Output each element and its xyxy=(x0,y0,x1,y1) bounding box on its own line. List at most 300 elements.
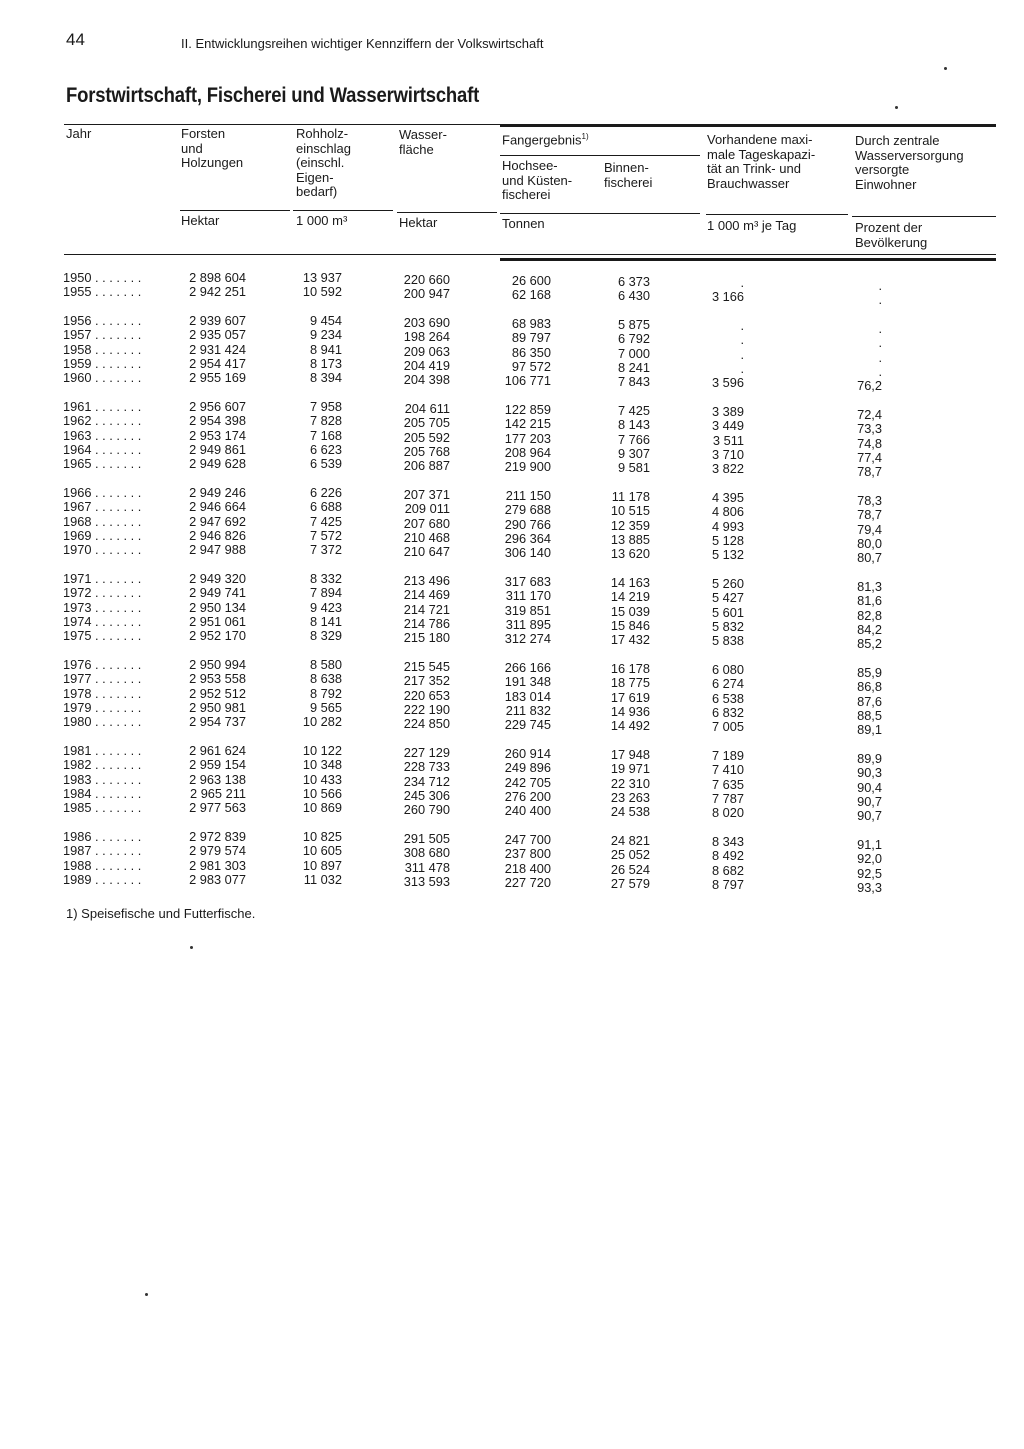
cell-wasserflaeche: 228 733 xyxy=(403,759,450,775)
cell-year: 1950 . . . . . . . xyxy=(63,270,142,285)
cell-binnen: 25 052 xyxy=(610,847,650,863)
cell-kapazitaet: 6 832 xyxy=(711,705,744,720)
scan-speck xyxy=(944,67,947,70)
cell-versorgung: . xyxy=(878,320,882,336)
cell-binnen: 24 538 xyxy=(610,804,650,820)
unit-rohholz: 1 000 m³ xyxy=(296,213,348,228)
cell-versorgung: 78,7 xyxy=(857,507,882,523)
cell-year: 1978 . . . . . . . xyxy=(63,685,142,701)
footnote: 1) Speisefische und Futterfische. xyxy=(66,906,256,921)
cell-versorgung: 89,1 xyxy=(857,722,882,738)
cell-forsten: 2 950 981 xyxy=(189,700,246,715)
cell-versorgung: 86,8 xyxy=(857,679,882,695)
cell-hochsee: 237 800 xyxy=(504,846,551,862)
page-title: Forstwirtschaft, Fischerei und Wasserwirtschaft xyxy=(66,84,480,107)
cell-binnen: 13 620 xyxy=(610,546,650,562)
cell-kapazitaet: 8 020 xyxy=(711,805,744,821)
cell-forsten: 2 956 607 xyxy=(189,398,246,414)
cell-wasserflaeche: 209 011 xyxy=(404,501,450,517)
cell-hochsee: 86 350 xyxy=(511,344,551,360)
cell-wasserflaeche: 205 592 xyxy=(403,429,450,445)
cell-versorgung: 90,7 xyxy=(857,808,882,824)
cell-rohholz: 6 623 xyxy=(309,442,342,457)
cell-binnen: 14 492 xyxy=(610,718,650,734)
cell-hochsee: 317 683 xyxy=(504,573,551,589)
cell-wasserflaeche: 203 690 xyxy=(403,314,450,330)
cell-hochsee: 211 150 xyxy=(505,487,551,503)
cell-hochsee: 227 720 xyxy=(504,875,551,890)
cell-binnen: 24 821 xyxy=(610,832,650,848)
cell-rohholz: 10 825 xyxy=(302,828,342,844)
cell-versorgung: 91,1 xyxy=(857,836,882,852)
cell-wasserflaeche: 234 712 xyxy=(403,773,450,789)
cell-rohholz: 6 226 xyxy=(309,484,342,500)
cell-forsten: 2 977 563 xyxy=(189,800,246,816)
cell-wasserflaeche: 311 478 xyxy=(404,859,450,875)
cell-versorgung: 84,2 xyxy=(857,622,882,637)
cell-versorgung: 77,4 xyxy=(857,450,882,465)
cell-rohholz: 7 828 xyxy=(309,413,342,429)
cell-kapazitaet: 3 822 xyxy=(711,461,744,477)
unit-kapazitaet: 1 000 m³ je Tag xyxy=(707,218,797,233)
cell-forsten: 2 953 174 xyxy=(189,427,246,443)
cell-hochsee: 208 964 xyxy=(504,445,551,460)
cell-rohholz: 8 792 xyxy=(309,685,342,701)
cell-hochsee: 68 983 xyxy=(511,315,551,331)
cell-rohholz: 8 141 xyxy=(309,614,342,629)
cell-year: 1962 . . . . . . . xyxy=(63,413,142,429)
header-rohholz: Rohholz- einschlag (einschl. Eigen- bedarf) xyxy=(296,126,351,199)
cell-rohholz: 10 282 xyxy=(302,714,342,730)
cell-rohholz: 8 941 xyxy=(309,341,342,357)
cell-versorgung: 90,4 xyxy=(857,779,882,795)
cell-hochsee: 211 832 xyxy=(505,703,551,718)
footnote-ref: 1) xyxy=(581,132,589,141)
cell-hochsee: 260 914 xyxy=(504,745,551,761)
cell-versorgung: 81,3 xyxy=(857,578,882,594)
cell-hochsee: 276 200 xyxy=(504,789,551,804)
cell-hochsee: 177 203 xyxy=(504,430,551,446)
cell-kapazitaet: 8 343 xyxy=(711,833,744,849)
cell-binnen: 23 263 xyxy=(610,790,650,805)
cell-hochsee: 306 140 xyxy=(504,545,551,561)
cell-versorgung: 78,7 xyxy=(857,464,882,480)
cell-versorgung: 90,7 xyxy=(857,794,882,809)
cell-versorgung: 80,7 xyxy=(857,550,882,566)
cell-rohholz: 7 425 xyxy=(309,513,342,529)
cell-year: 1975 . . . . . . . xyxy=(63,628,142,644)
cell-hochsee: 311 170 xyxy=(505,588,551,604)
header-wasserflaeche: Wasser- fläche xyxy=(399,127,447,157)
cell-forsten: 2 959 154 xyxy=(189,757,246,773)
cell-kapazitaet: 7 410 xyxy=(711,762,744,778)
cell-versorgung: 89,9 xyxy=(857,750,882,766)
cell-kapazitaet: 4 806 xyxy=(711,504,744,520)
cell-binnen: 6 792 xyxy=(617,331,650,347)
cell-forsten: 2 949 861 xyxy=(189,442,246,457)
header-kapazitaet: Vorhandene maxi- male Tageskapazi- tät an Trink- und Brauchwasser xyxy=(707,132,816,191)
cell-binnen: 12 359 xyxy=(610,517,650,533)
cell-hochsee: 279 688 xyxy=(504,502,551,518)
cell-wasserflaeche: 227 129 xyxy=(403,744,450,760)
cell-year: 1968 . . . . . . . xyxy=(63,513,142,529)
cell-wasserflaeche: 291 505 xyxy=(403,830,450,846)
cell-hochsee: 296 364 xyxy=(504,531,551,546)
header-hochsee: Hochsee- und Küsten- fischerei xyxy=(502,158,573,202)
cell-wasserflaeche: 217 352 xyxy=(403,673,450,689)
cell-hochsee: 219 900 xyxy=(504,459,551,475)
cell-forsten: 2 950 134 xyxy=(189,599,246,615)
cell-wasserflaeche: 204 611 xyxy=(404,400,450,416)
cell-hochsee: 319 851 xyxy=(504,602,551,618)
cell-year: 1965 . . . . . . . xyxy=(63,456,142,472)
cell-forsten: 2 981 303 xyxy=(189,857,246,873)
cell-forsten: 2 947 692 xyxy=(189,513,246,529)
cell-kapazitaet: 8 682 xyxy=(711,862,744,878)
cell-hochsee: 242 705 xyxy=(504,774,551,790)
cell-year: 1969 . . . . . . . xyxy=(63,528,142,543)
header-forsten: Forsten und Holzungen xyxy=(181,126,244,170)
cell-binnen: 26 524 xyxy=(610,861,650,877)
cell-wasserflaeche: 207 680 xyxy=(403,515,450,531)
cell-kapazitaet: 7 635 xyxy=(711,776,744,792)
cell-year: 1984 . . . . . . . xyxy=(63,786,142,801)
cell-rohholz: 13 937 xyxy=(302,270,342,285)
cell-wasserflaeche: 204 398 xyxy=(403,372,450,388)
cell-year: 1970 . . . . . . . xyxy=(63,542,142,558)
cell-wasserflaeche: 210 468 xyxy=(403,530,450,545)
cell-hochsee: 229 745 xyxy=(504,717,551,733)
cell-binnen: 7 843 xyxy=(617,374,650,390)
cell-kapazitaet: 8 492 xyxy=(711,848,744,864)
cell-rohholz: 11 032 xyxy=(303,872,342,887)
cell-kapazitaet: 6 274 xyxy=(711,676,744,692)
cell-hochsee: 26 600 xyxy=(511,273,551,288)
cell-year: 1958 . . . . . . . xyxy=(63,341,142,357)
cell-wasserflaeche: 214 469 xyxy=(403,587,450,603)
cell-kapazitaet: 4 395 xyxy=(711,489,744,505)
cell-hochsee: 62 168 xyxy=(511,287,551,303)
cell-forsten: 2 939 607 xyxy=(189,312,246,328)
cell-wasserflaeche: 220 660 xyxy=(403,272,450,287)
cell-year: 1959 . . . . . . . xyxy=(63,356,142,371)
cell-forsten: 2 955 169 xyxy=(189,370,246,386)
cell-year: 1960 . . . . . . . xyxy=(63,370,142,386)
running-head: II. Entwicklungsreihen wichtiger Kennziffern der Volkswirtschaft xyxy=(181,36,544,51)
cell-binnen: 8 241 xyxy=(617,360,650,375)
cell-forsten: 2 931 424 xyxy=(189,341,246,357)
cell-wasserflaeche: 209 063 xyxy=(403,343,450,359)
header-binnen: Binnen- fischerei xyxy=(604,160,653,190)
cell-forsten: 2 954 398 xyxy=(189,413,246,429)
cell-forsten: 2 946 664 xyxy=(189,499,246,515)
cell-forsten: 2 979 574 xyxy=(189,843,246,859)
cell-year: 1976 . . . . . . . xyxy=(63,656,142,672)
cell-kapazitaet: 5 427 xyxy=(711,590,744,606)
cell-binnen: 7 000 xyxy=(617,345,650,361)
cell-year: 1961 . . . . . . . xyxy=(63,398,142,414)
cell-wasserflaeche: 200 947 xyxy=(403,286,450,302)
cell-versorgung: . xyxy=(878,349,882,365)
cell-year: 1989 . . . . . . . xyxy=(63,872,142,887)
cell-rohholz: 10 869 xyxy=(302,800,342,816)
cell-wasserflaeche: 224 850 xyxy=(403,716,450,732)
cell-versorgung: 74,8 xyxy=(857,435,882,451)
cell-kapazitaet: 6 080 xyxy=(711,661,744,677)
cell-rohholz: 10 605 xyxy=(302,843,342,859)
cell-rohholz: 10 592 xyxy=(302,284,342,300)
cell-kapazitaet: 5 601 xyxy=(711,604,744,620)
cell-hochsee: 89 797 xyxy=(511,330,551,346)
cell-forsten: 2 946 826 xyxy=(189,528,246,543)
cell-kapazitaet: 5 128 xyxy=(711,533,744,548)
cell-forsten: 2 949 741 xyxy=(189,585,246,601)
cell-year: 1964 . . . . . . . xyxy=(63,442,142,457)
cell-forsten: 2 952 512 xyxy=(189,685,246,701)
unit-wasserflaeche: Hektar xyxy=(399,215,438,230)
cell-rohholz: 9 565 xyxy=(309,700,342,715)
cell-versorgung: . xyxy=(878,278,882,293)
cell-wasserflaeche: 207 371 xyxy=(403,486,450,502)
cell-binnen: 11 178 xyxy=(611,488,650,504)
cell-rohholz: 7 572 xyxy=(309,528,342,543)
cell-kapazitaet: . xyxy=(740,275,744,290)
cell-versorgung: 92,5 xyxy=(857,865,882,881)
cell-hochsee: 97 572 xyxy=(511,359,551,374)
cell-versorgung: . xyxy=(878,292,882,308)
cell-binnen: 7 425 xyxy=(617,402,650,418)
cell-year: 1986 . . . . . . . xyxy=(63,828,142,844)
cell-wasserflaeche: 210 647 xyxy=(403,544,450,560)
cell-binnen: 17 948 xyxy=(610,746,650,762)
cell-kapazitaet: 7 787 xyxy=(711,791,744,806)
unit-fang: Tonnen xyxy=(502,216,545,231)
cell-versorgung: 85,2 xyxy=(857,636,882,652)
cell-forsten: 2 898 604 xyxy=(189,270,246,285)
cell-hochsee: 218 400 xyxy=(504,860,551,876)
cell-wasserflaeche: 215 545 xyxy=(403,658,450,674)
cell-year: 1957 . . . . . . . xyxy=(63,327,142,343)
cell-binnen: 14 936 xyxy=(610,704,650,719)
cell-binnen: 9 581 xyxy=(617,460,650,476)
cell-rohholz: 6 539 xyxy=(309,456,342,472)
cell-year: 1972 . . . . . . . xyxy=(63,585,142,601)
cell-wasserflaeche: 205 705 xyxy=(403,415,450,431)
cell-year: 1988 . . . . . . . xyxy=(63,857,142,873)
cell-wasserflaeche: 198 264 xyxy=(403,329,450,345)
cell-rohholz: 7 372 xyxy=(309,542,342,558)
cell-year: 1987 . . . . . . . xyxy=(63,843,142,859)
cell-year: 1973 . . . . . . . xyxy=(63,599,142,615)
cell-wasserflaeche: 215 180 xyxy=(403,630,450,646)
cell-rohholz: 9 454 xyxy=(309,312,342,328)
cell-forsten: 2 950 994 xyxy=(189,656,246,672)
cell-versorgung: 80,0 xyxy=(857,536,882,551)
scan-speck xyxy=(190,946,193,949)
cell-rohholz: 10 566 xyxy=(302,786,342,801)
cell-hochsee: 142 215 xyxy=(504,416,551,432)
cell-year: 1979 . . . . . . . xyxy=(63,700,142,715)
cell-binnen: 5 875 xyxy=(617,316,650,332)
cell-forsten: 2 949 628 xyxy=(189,456,246,472)
cell-kapazitaet: . xyxy=(740,361,744,376)
cell-year: 1967 . . . . . . . xyxy=(63,499,142,515)
cell-year: 1974 . . . . . . . xyxy=(63,614,142,629)
cell-binnen: 17 619 xyxy=(610,689,650,705)
cell-year: 1985 . . . . . . . xyxy=(63,800,142,816)
scan-speck xyxy=(145,1293,148,1296)
cell-versorgung: 81,6 xyxy=(857,593,882,609)
cell-forsten: 2 935 057 xyxy=(189,327,246,343)
cell-hochsee: 106 771 xyxy=(504,373,551,389)
cell-kapazitaet: . xyxy=(740,332,744,348)
cell-versorgung: 73,3 xyxy=(857,421,882,437)
cell-rohholz: 7 168 xyxy=(309,427,342,443)
cell-forsten: 2 953 558 xyxy=(189,671,246,687)
cell-forsten: 2 949 246 xyxy=(189,484,246,500)
cell-binnen: 22 310 xyxy=(610,775,650,791)
cell-forsten: 2 949 320 xyxy=(189,570,246,586)
cell-wasserflaeche: 245 306 xyxy=(403,788,450,803)
cell-rohholz: 8 173 xyxy=(309,356,342,371)
cell-rohholz: 10 433 xyxy=(302,771,342,787)
cell-versorgung: 87,6 xyxy=(857,693,882,709)
cell-wasserflaeche: 313 593 xyxy=(403,874,450,889)
cell-hochsee: 240 400 xyxy=(504,803,551,819)
cell-hochsee: 266 166 xyxy=(504,659,551,675)
cell-binnen: 13 885 xyxy=(610,532,650,547)
cell-kapazitaet: 7 189 xyxy=(711,747,744,763)
cell-wasserflaeche: 220 653 xyxy=(403,687,450,703)
cell-kapazitaet: 3 596 xyxy=(711,375,744,391)
cell-versorgung: . xyxy=(878,335,882,351)
cell-hochsee: 312 274 xyxy=(504,631,551,647)
cell-year: 1955 . . . . . . . xyxy=(63,284,142,300)
cell-wasserflaeche: 204 419 xyxy=(403,358,450,373)
cell-rohholz: 9 423 xyxy=(309,599,342,615)
cell-year: 1956 . . . . . . . xyxy=(63,312,142,328)
cell-versorgung: . xyxy=(878,364,882,379)
cell-kapazitaet: . xyxy=(740,317,744,333)
cell-versorgung: 72,4 xyxy=(857,406,882,422)
unit-forsten: Hektar xyxy=(181,213,220,228)
cell-versorgung: 78,3 xyxy=(857,492,882,508)
cell-forsten: 2 972 839 xyxy=(189,828,246,844)
unit-versorgung: Prozent der Bevölkerung xyxy=(855,220,928,250)
cell-kapazitaet: 7 005 xyxy=(711,719,744,735)
cell-binnen: 9 307 xyxy=(617,446,650,461)
cell-rohholz: 8 580 xyxy=(309,656,342,672)
cell-forsten: 2 963 138 xyxy=(189,771,246,787)
cell-versorgung: 76,2 xyxy=(857,378,882,394)
cell-binnen: 19 971 xyxy=(610,761,650,777)
cell-kapazitaet: 5 838 xyxy=(711,633,744,649)
cell-versorgung: 82,8 xyxy=(857,607,882,623)
cell-kapazitaet: 5 260 xyxy=(711,575,744,591)
cell-kapazitaet: 3 511 xyxy=(712,432,744,448)
cell-hochsee: 311 895 xyxy=(505,617,551,632)
cell-versorgung: 93,3 xyxy=(857,880,882,895)
cell-versorgung: 85,9 xyxy=(857,664,882,680)
cell-versorgung: 92,0 xyxy=(857,851,882,867)
cell-kapazitaet: 4 993 xyxy=(711,518,744,534)
cell-forsten: 2 952 170 xyxy=(189,628,246,644)
cell-year: 1977 . . . . . . . xyxy=(63,671,142,687)
cell-hochsee: 122 859 xyxy=(504,401,551,417)
cell-versorgung: 88,5 xyxy=(857,708,882,723)
cell-rohholz: 10 348 xyxy=(302,757,342,773)
cell-kapazitaet: 3 166 xyxy=(711,289,744,305)
cell-year: 1980 . . . . . . . xyxy=(63,714,142,730)
cell-year: 1966 . . . . . . . xyxy=(63,484,142,500)
cell-rohholz: 9 234 xyxy=(309,327,342,343)
cell-rohholz: 7 894 xyxy=(309,585,342,601)
cell-rohholz: 8 329 xyxy=(309,628,342,644)
header-jahr: Jahr xyxy=(66,126,92,141)
cell-rohholz: 10 897 xyxy=(302,857,342,873)
cell-year: 1982 . . . . . . . xyxy=(63,757,142,773)
cell-binnen: 8 143 xyxy=(617,417,650,433)
cell-binnen: 16 178 xyxy=(610,660,650,676)
cell-year: 1983 . . . . . . . xyxy=(63,771,142,787)
cell-binnen: 15 846 xyxy=(610,618,650,633)
cell-binnen: 14 163 xyxy=(610,574,650,590)
cell-binnen: 6 430 xyxy=(617,288,650,304)
cell-forsten: 2 954 417 xyxy=(189,356,246,371)
header-fangergebnis: Fangergebnis$^{1)}$ xyxy=(502,132,589,148)
cell-forsten: 2 954 737 xyxy=(189,714,246,730)
cell-hochsee: 191 348 xyxy=(504,674,551,690)
cell-kapazitaet: 8 797 xyxy=(711,877,744,892)
cell-binnen: 15 039 xyxy=(610,603,650,619)
cell-forsten: 2 947 988 xyxy=(189,542,246,558)
cell-kapazitaet: 3 710 xyxy=(711,447,744,462)
cell-binnen: 18 775 xyxy=(610,675,650,691)
cell-forsten: 2 942 251 xyxy=(189,284,246,300)
cell-rohholz: 8 638 xyxy=(309,671,342,687)
cell-hochsee: 247 700 xyxy=(504,831,551,847)
cell-wasserflaeche: 214 786 xyxy=(403,616,450,631)
cell-versorgung: 90,3 xyxy=(857,765,882,781)
cell-versorgung: 79,4 xyxy=(857,521,882,537)
cell-forsten: 2 961 624 xyxy=(189,742,246,758)
cell-binnen: 7 766 xyxy=(617,431,650,447)
cell-binnen: 10 515 xyxy=(610,503,650,519)
cell-wasserflaeche: 214 721 xyxy=(403,601,450,617)
cell-hochsee: 183 014 xyxy=(504,688,551,704)
cell-wasserflaeche: 205 768 xyxy=(403,444,450,459)
cell-year: 1963 . . . . . . . xyxy=(63,427,142,443)
cell-kapazitaet: 3 389 xyxy=(711,403,744,419)
cell-binnen: 14 219 xyxy=(610,589,650,605)
cell-kapazitaet: 6 538 xyxy=(711,690,744,706)
cell-hochsee: 290 766 xyxy=(504,516,551,532)
cell-rohholz: 10 122 xyxy=(302,742,342,758)
cell-kapazitaet: . xyxy=(740,346,744,362)
cell-wasserflaeche: 260 790 xyxy=(403,802,450,818)
header-versorgung: Durch zentrale Wasserversorgung versorgte Einwohner xyxy=(855,133,964,192)
cell-year: 1971 . . . . . . . xyxy=(63,570,142,586)
cell-kapazitaet: 5 832 xyxy=(711,619,744,634)
page-number: 44 xyxy=(66,30,85,49)
cell-forsten: 2 983 077 xyxy=(189,872,246,887)
cell-year: 1981 . . . . . . . xyxy=(63,742,142,758)
cell-rohholz: 8 394 xyxy=(309,370,342,386)
cell-binnen: 17 432 xyxy=(610,632,650,648)
cell-kapazitaet: 5 132 xyxy=(711,547,744,563)
cell-hochsee: 249 896 xyxy=(504,760,551,776)
cell-wasserflaeche: 213 496 xyxy=(403,572,450,588)
